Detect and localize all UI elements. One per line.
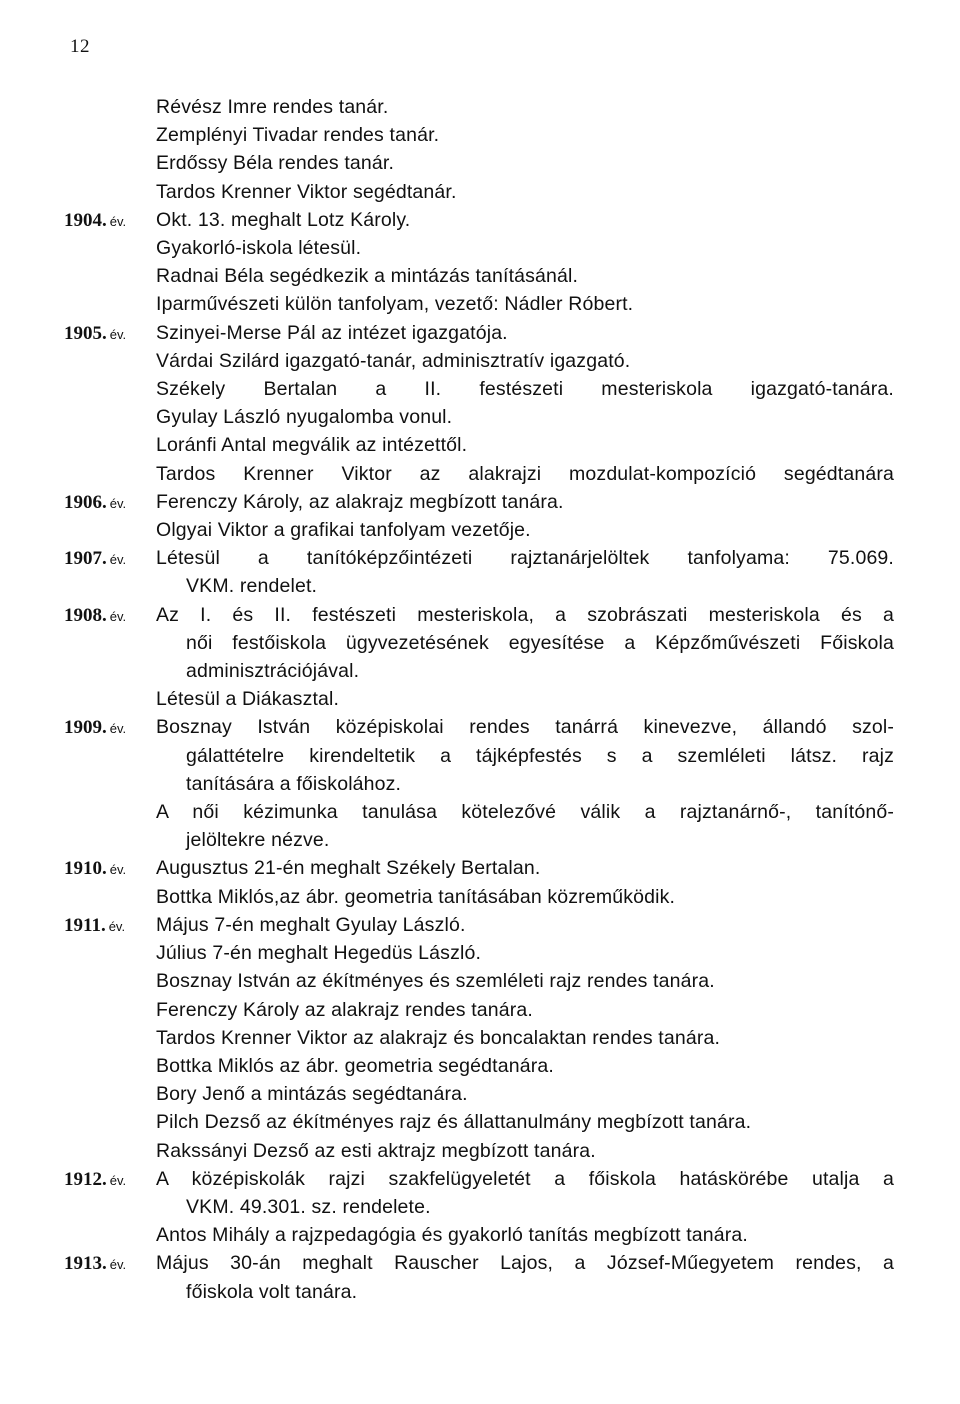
entry-text: adminisztrációjával.	[186, 660, 360, 683]
entry-text: Az I. és II. festészeti mesteriskola, a szobrászati mesteriskola és a	[156, 603, 894, 626]
entry-text: Létesül a tanítóképzőintézeti rajztanárjelöltek tanfolyama: 75.069.	[156, 547, 894, 570]
entry-text: Olgyai Viktor a grafikai tanfolyam vezetője.	[156, 519, 531, 542]
year-label	[64, 858, 156, 880]
entry-text: főiskola volt tanára.	[186, 1280, 358, 1303]
year-suffix: év.	[109, 862, 127, 878]
year-suffix: év.	[109, 495, 127, 511]
entry-row	[64, 1249, 894, 1277]
entry-row	[64, 572, 894, 600]
entry-text: Pilch Dezső az ékítményes rajz és állattanulmány megbízott tanára.	[156, 1111, 752, 1134]
entry-text: Erdőssy Béla rendes tanár.	[156, 152, 395, 175]
entry-text: Bottka Miklós,az ábr. geometria tanításában közreműködik.	[156, 885, 676, 908]
entry-text: Ferenczy Károly az alakrajz rendes tanára.	[156, 998, 533, 1021]
entry-row	[64, 1193, 894, 1221]
year-number: 1911.	[64, 914, 106, 936]
year-number: 1913.	[64, 1253, 107, 1275]
entry-text: A női kézimunka tanulása kötelezővé válik a rajztanárnő-, tanítónő-	[156, 801, 894, 824]
entry-text: Bory Jenő a mintázás segédtanára.	[156, 1083, 468, 1106]
entry-row	[64, 290, 894, 318]
entry-text: Loránfi Antal megválik az intézettől.	[156, 434, 468, 457]
entry-row	[64, 431, 894, 459]
entry-row	[64, 375, 894, 403]
entry-row	[64, 629, 894, 657]
entry-row	[64, 826, 894, 854]
entry-row	[64, 516, 894, 544]
entry-row	[64, 883, 894, 911]
year-number: 1909.	[64, 717, 107, 739]
entry-row	[64, 1278, 894, 1306]
entry-text: Július 7-én meghalt Hegedüs László.	[156, 942, 482, 965]
entry-text: női festőiskola ügyvezetésének egyesítése a Képzőművészeti Főiskola	[186, 631, 894, 654]
entry-row	[64, 403, 894, 431]
entry-text: Antos Mihály a rajzpedagógia és gyakorló tanítás megbízott tanára.	[156, 1224, 748, 1247]
entry-row	[64, 1080, 894, 1108]
year-number: 1907.	[64, 548, 107, 570]
entry-text: gálattételre kirendeltetik a tájképfestés s a szemléleti látsz. rajz	[186, 744, 894, 767]
entry-text: Tardos Krenner Viktor az alakrajzi mozdulat-kompozíció segédtanára	[156, 462, 894, 485]
entry-text: VKM. 49.301. sz. rendelete.	[186, 1195, 431, 1218]
entry-text: Május 7-én meghalt Gyulay László.	[156, 913, 466, 936]
year-number: 1908.	[64, 604, 107, 626]
entry-text: Május 30-án meghalt Rauscher Lajos, a József-Műegyetem rendes, a	[156, 1252, 894, 1275]
entry-text: Tardos Krenner Viktor segédtanár.	[156, 180, 457, 203]
entry-text: Bosznay István az ékítményes és szemléleti rajz rendes tanára.	[156, 970, 715, 993]
year-number: 1904.	[64, 209, 107, 231]
entry-text: A középiskolák rajzi szakfelügyeletét a főiskola hatáskörébe utalja a	[156, 1167, 894, 1190]
entry-row	[64, 996, 894, 1024]
entry-row	[64, 939, 894, 967]
entry-text: Bosznay István középiskolai rendes tanárrá kinevezve, állandó szol-	[156, 716, 894, 739]
entry-text: Tardos Krenner Viktor az alakrajz és boncalaktan rendes tanára.	[156, 1026, 721, 1049]
entry-row	[64, 121, 894, 149]
entry-row	[64, 93, 894, 121]
entry-text: Radnai Béla segédkezik a mintázás tanításánál.	[156, 265, 579, 288]
year-suffix: év.	[109, 1172, 127, 1188]
entry-row	[64, 206, 894, 234]
entry-text: tanítására a főiskolához.	[186, 772, 402, 795]
entry-text: Szinyei-Merse Pál az intézet igazgatója.	[156, 321, 508, 344]
page-number: 12	[70, 36, 90, 57]
year-suffix: év.	[108, 918, 126, 934]
year-suffix: év.	[109, 608, 127, 624]
year-label	[64, 548, 156, 570]
entry-text: VKM. rendelet.	[186, 575, 318, 598]
entry-text: Augusztus 21-én meghalt Székely Bertalan.	[156, 857, 541, 880]
year-label	[64, 1169, 156, 1191]
entry-row	[64, 347, 894, 375]
year-number: 1906.	[64, 491, 107, 513]
year-label	[64, 492, 156, 514]
year-label	[64, 717, 156, 739]
entry-text: Székely Bertalan a II. festészeti mesteriskola igazgató-tanára.	[156, 378, 894, 401]
entry-text: Ferenczy Károly, az alakrajz megbízott tanára.	[156, 490, 564, 513]
year-label	[64, 1253, 156, 1275]
entry-row	[64, 262, 894, 290]
entry-row	[64, 1052, 894, 1080]
year-label	[64, 323, 156, 345]
entry-row	[64, 319, 894, 347]
year-suffix: év.	[109, 326, 127, 342]
entry-text: Okt. 13. meghalt Lotz Károly.	[156, 208, 411, 231]
entry-row	[64, 742, 894, 770]
entry-row	[64, 1108, 894, 1136]
entry-text: Révész Imre rendes tanár.	[156, 96, 389, 118]
entry-text: Iparművészeti külön tanfolyam, vezető: Nádler Róbert.	[156, 293, 634, 316]
entry-text: Várdai Szilárd igazgató-tanár, adminisztratív igazgató.	[156, 349, 631, 372]
entry-row	[64, 798, 894, 826]
entry-row	[64, 1137, 894, 1165]
entry-row	[64, 770, 894, 798]
year-suffix: év.	[109, 552, 127, 568]
entry-row	[64, 657, 894, 685]
year-number: 1910.	[64, 858, 107, 880]
chronicle-list	[64, 93, 894, 1306]
entry-text: Zemplényi Tivadar rendes tanár.	[156, 124, 440, 147]
year-suffix: év.	[109, 213, 127, 229]
entry-row	[64, 911, 894, 939]
entry-row	[64, 967, 894, 995]
year-suffix: év.	[109, 721, 127, 737]
entry-text: Létesül a Diákasztal.	[156, 688, 340, 711]
entry-row	[64, 544, 894, 572]
year-number: 1905.	[64, 322, 107, 344]
year-number: 1912.	[64, 1168, 107, 1190]
entry-row	[64, 854, 894, 882]
entry-text: Rakssányi Dezső az esti aktrajz megbízott tanára.	[156, 1139, 596, 1162]
entry-row	[64, 1221, 894, 1249]
entry-row	[64, 149, 894, 177]
entry-row	[64, 1024, 894, 1052]
entry-row	[64, 713, 894, 741]
year-label	[64, 915, 156, 937]
entry-text: Gyulay László nyugalomba vonul.	[156, 406, 453, 429]
entry-row	[64, 488, 894, 516]
entry-text: Gyakorló-iskola létesül.	[156, 237, 362, 260]
entry-text: Bottka Miklós az ábr. geometria segédtanára.	[156, 1054, 554, 1077]
entry-text: jelöltekre nézve.	[186, 829, 330, 852]
entry-row	[64, 685, 894, 713]
entry-row	[64, 1165, 894, 1193]
year-label	[64, 605, 156, 627]
entry-row	[64, 601, 894, 629]
year-suffix: év.	[109, 1257, 127, 1273]
entry-row	[64, 234, 894, 262]
year-label	[64, 210, 156, 232]
entry-row	[64, 178, 894, 206]
entry-row	[64, 460, 894, 488]
